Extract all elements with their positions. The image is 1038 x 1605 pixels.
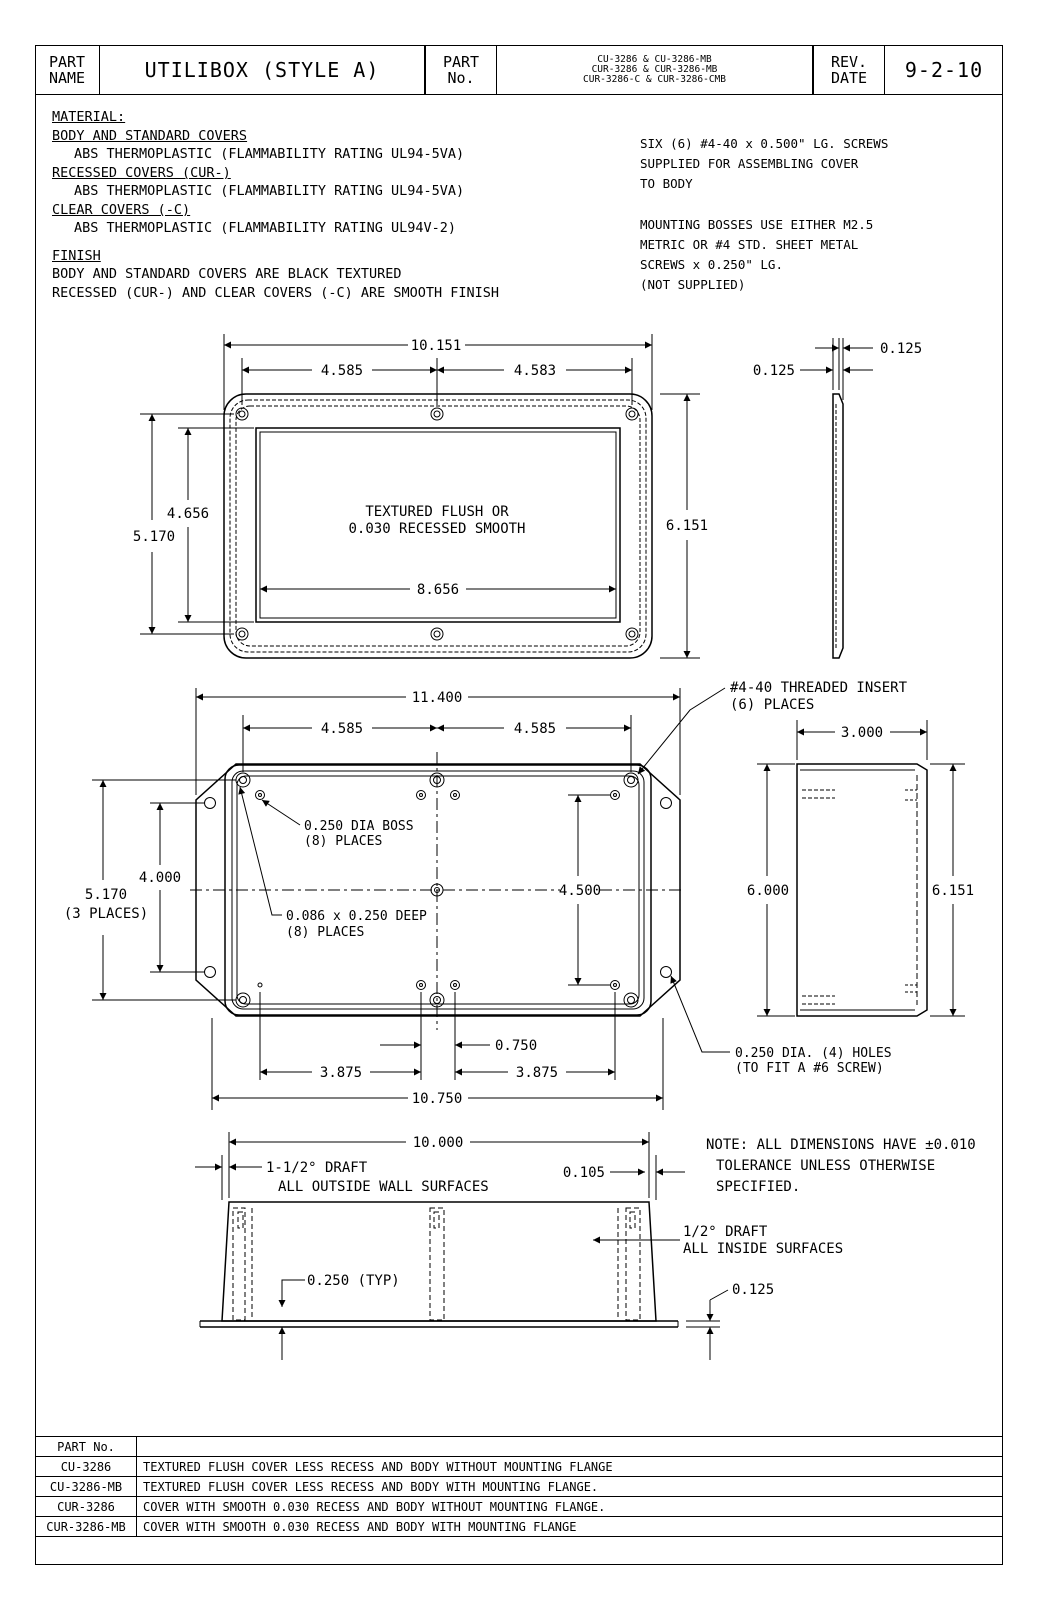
mounting-hole [661,967,672,978]
mounting-boss [417,981,426,990]
mounting-boss [451,981,460,990]
tolerance-note: TOLERANCE UNLESS OTHERWISE [716,1158,936,1174]
dim-recess-height: 4.656 [166,506,210,522]
finish-line: BODY AND STANDARD COVERS ARE BLACK TEXTURED [52,266,402,282]
screw-note-line: SIX (6) #4-40 x 0.500" LG. SCREWS [640,136,889,151]
part-no-label: PART No. [425,45,497,95]
finish-line: RECESSED (CUR-) AND CLEAR COVERS (-C) ARE SMOOTH FINISH [52,285,500,301]
material-heading: MATERIAL: [52,109,126,125]
dim-cover-right-span: 4.583 [513,363,557,379]
part-number-cell: CU-3286 [36,1457,137,1477]
dim-center-gap: 0.750 [495,1038,538,1054]
cover-side-view [800,338,873,658]
draft-inside-note: ALL INSIDE SURFACES [683,1241,844,1257]
parts-list-header: PART No. [36,1437,137,1457]
part-description-cell: COVER WITH SMOOTH 0.030 RECESS AND BODY WITH MOUNTING FLANGE [137,1517,1003,1537]
material-text-body: ABS THERMOPLASTIC (FLAMMABILITY RATING UL94-5VA) [74,146,465,162]
dim-body-left-span: 4.585 [320,721,364,737]
dim-hole-span-note: (3 PLACES) [63,906,149,922]
dim-outer-height: 6.151 [931,883,975,899]
rev-date: 9-2-10 [885,45,1003,95]
dim-boss-span: 4.500 [558,883,602,899]
part-number-line: CUR-3286 & CUR-3286-MB [591,63,718,75]
dim-front-width: 10.000 [412,1135,464,1151]
mounting-boss [611,791,620,800]
boss-note-line: MOUNTING BOSSES USE EITHER M2.5 [640,217,874,232]
dim-boss-typ: 0.250 (TYP) [307,1273,400,1289]
dim-mount-hole-span: 4.000 [138,870,182,886]
insert-note: #4-40 THREADED INSERT [730,680,908,696]
dim-body-width: 10.750 [411,1091,463,1107]
cover-screw-hole [626,408,638,420]
dim-flange-thickness: 0.125 [732,1282,775,1298]
body-side-view [757,720,965,1016]
table-row [36,1437,1003,1457]
body-top-view [92,688,730,1110]
mount-hole-callout: (TO FIT A #6 SCREW) [735,1061,884,1076]
screw-note-line: TO BODY [640,176,693,191]
part-name: UTILIBOX (STYLE A) [100,45,425,95]
hole-callout: 0.086 x 0.250 DEEP [286,909,427,924]
dim-cover-thickness: 0.125 [752,363,795,379]
table-row [36,1517,1003,1537]
mounting-boss [256,791,265,800]
insert-note: (6) PLACES [730,697,815,713]
mounting-boss [417,791,426,800]
dim-cover-lip: 0.125 [880,341,923,357]
material-heading-clear: CLEAR COVERS (-C) [52,202,191,218]
mounting-hole [661,798,672,809]
dim-left-boss-span: 3.875 [319,1065,363,1081]
part-number-line: CUR-3286-C & CUR-3286-CMB [583,73,726,85]
cover-screw-hole [626,628,638,640]
mounting-hole [205,798,216,809]
material-heading-recessed: RECESSED COVERS (CUR-) [52,165,231,181]
draft-inside-note: 1/2° DRAFT [683,1224,768,1240]
boss-callout: 0.250 DIA BOSS [304,819,414,834]
table-row [36,1457,1003,1477]
dim-body-right-span: 4.585 [513,721,557,737]
tolerance-note: NOTE: ALL DIMENSIONS HAVE ±0.010 [706,1137,976,1153]
part-number-cell: CUR-3286-MB [36,1517,137,1537]
part-number-line: CU-3286 & CU-3286-MB [597,53,712,65]
threaded-insert [624,993,638,1007]
boss-note-line: METRIC OR #4 STD. SHEET METAL [640,237,859,252]
part-number-cell: CUR-3286 [36,1497,137,1517]
mounting-boss [258,983,262,987]
table-row [36,1497,1003,1517]
material-text-recessed: ABS THERMOPLASTIC (FLAMMABILITY RATING UL94-5VA) [74,183,465,199]
cover-screw-hole [236,408,248,420]
dim-cover-left-span: 4.585 [320,363,364,379]
dim-recess-width: 8.656 [416,582,460,598]
cover-recess-label: TEXTURED FLUSH OR [365,504,509,520]
mounting-hole [205,967,216,978]
dim-hole-span: 5.170 [84,887,128,903]
mount-hole-callout: 0.250 DIA. (4) HOLES [735,1046,892,1061]
dimension-labels [64,338,976,1298]
screw-note-line: SUPPLIED FOR ASSEMBLING COVER [640,156,859,171]
dim-cover-hole-span: 5.170 [132,529,176,545]
dim-right-boss-span: 3.875 [515,1065,559,1081]
part-description-cell: COVER WITH SMOOTH 0.030 RECESS AND BODY WITHOUT MOUNTING FLANGE. [137,1497,1003,1517]
finish-heading: FINISH [52,248,101,264]
draft-outside-note: ALL OUTSIDE WALL SURFACES [278,1179,489,1195]
table-row [36,1477,1003,1497]
dim-flange-width: 11.400 [411,690,463,706]
mounting-boss [611,981,620,990]
cover-top-view [140,334,700,658]
dim-cover-height: 6.151 [665,518,709,534]
dim-wall-thickness: 0.105 [562,1165,605,1181]
part-description-cell: TEXTURED FLUSH COVER LESS RECESS AND BODY WITH MOUNTING FLANGE. [137,1477,1003,1497]
cover-screw-hole [431,408,443,420]
threaded-insert [624,773,638,787]
rev-date-label: REV. DATE [813,45,885,95]
part-number-cell: CU-3286-MB [36,1477,137,1497]
part-description-cell: TEXTURED FLUSH COVER LESS RECESS AND BODY WITHOUT MOUNTING FLANGE [137,1457,1003,1477]
cover-recess-label: 0.030 RECESSED SMOOTH [348,521,526,537]
boss-callout: (8) PLACES [304,834,383,849]
dim-inner-height: 6.000 [746,883,790,899]
boss-note-line: (NOT SUPPLIED) [640,277,746,292]
dim-cover-width: 10.151 [410,338,462,354]
boss-note-line: SCREWS x 0.250" LG. [640,257,783,272]
material-text-clear: ABS THERMOPLASTIC (FLAMMABILITY RATING UL94V-2) [74,220,457,236]
material-heading-body: BODY AND STANDARD COVERS [52,128,248,144]
cover-screw-hole [236,628,248,640]
cover-screw-hole [431,628,443,640]
hole-callout: (8) PLACES [286,925,365,940]
parts-list-table [35,1436,1003,1537]
draft-outside-note: 1-1/2° DRAFT [266,1160,368,1176]
part-name-label: PART NAME [35,45,100,95]
mounting-boss [451,791,460,800]
tolerance-note: SPECIFIED. [716,1179,801,1195]
dim-body-depth: 3.000 [840,725,884,741]
